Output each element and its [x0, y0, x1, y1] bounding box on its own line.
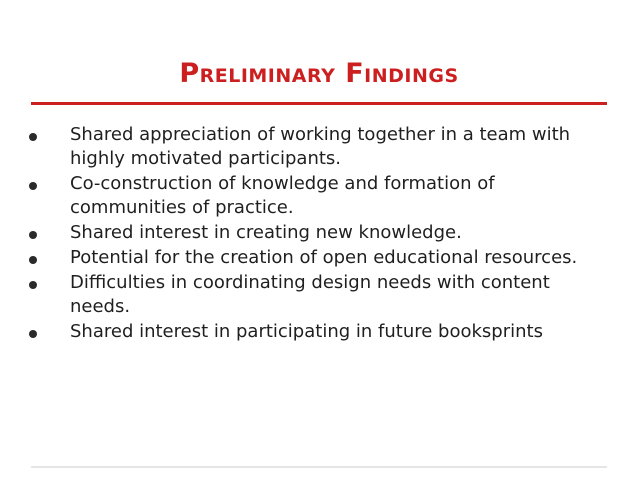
- footer-divider: [31, 466, 607, 468]
- bullet-item: [24, 221, 604, 245]
- bullet-item: [24, 123, 604, 171]
- bullet-text: Shared appreciation of working together in a team with highly motivated participants.: [70, 124, 571, 169]
- bullet-dot-icon: [29, 182, 37, 190]
- bullet-dot-icon: [29, 133, 37, 141]
- bullet-text: Potential for the creation of open educational resources.: [70, 247, 578, 268]
- bullet-text: Co-construction of knowledge and formation of communities of practice.: [70, 173, 495, 218]
- bullet-text: Shared interest in participating in future booksprints: [70, 321, 543, 342]
- slide-title: Preliminary Findings: [179, 58, 459, 89]
- bullet-dot-icon: [29, 281, 37, 289]
- bullet-text: Shared interest in creating new knowledge.: [70, 222, 462, 243]
- bullet-list: [24, 123, 604, 345]
- bullet-dot-icon: [29, 330, 37, 338]
- bullet-item: [24, 271, 604, 319]
- bullet-text: Difficulties in coordinating design needs with content needs.: [70, 272, 550, 317]
- bullet-item: [24, 320, 604, 344]
- bullet-item: [24, 172, 604, 220]
- bullet-dot-icon: [29, 256, 37, 264]
- bullet-item: [24, 246, 604, 270]
- bullet-dot-icon: [29, 231, 37, 239]
- title-divider: [31, 102, 607, 105]
